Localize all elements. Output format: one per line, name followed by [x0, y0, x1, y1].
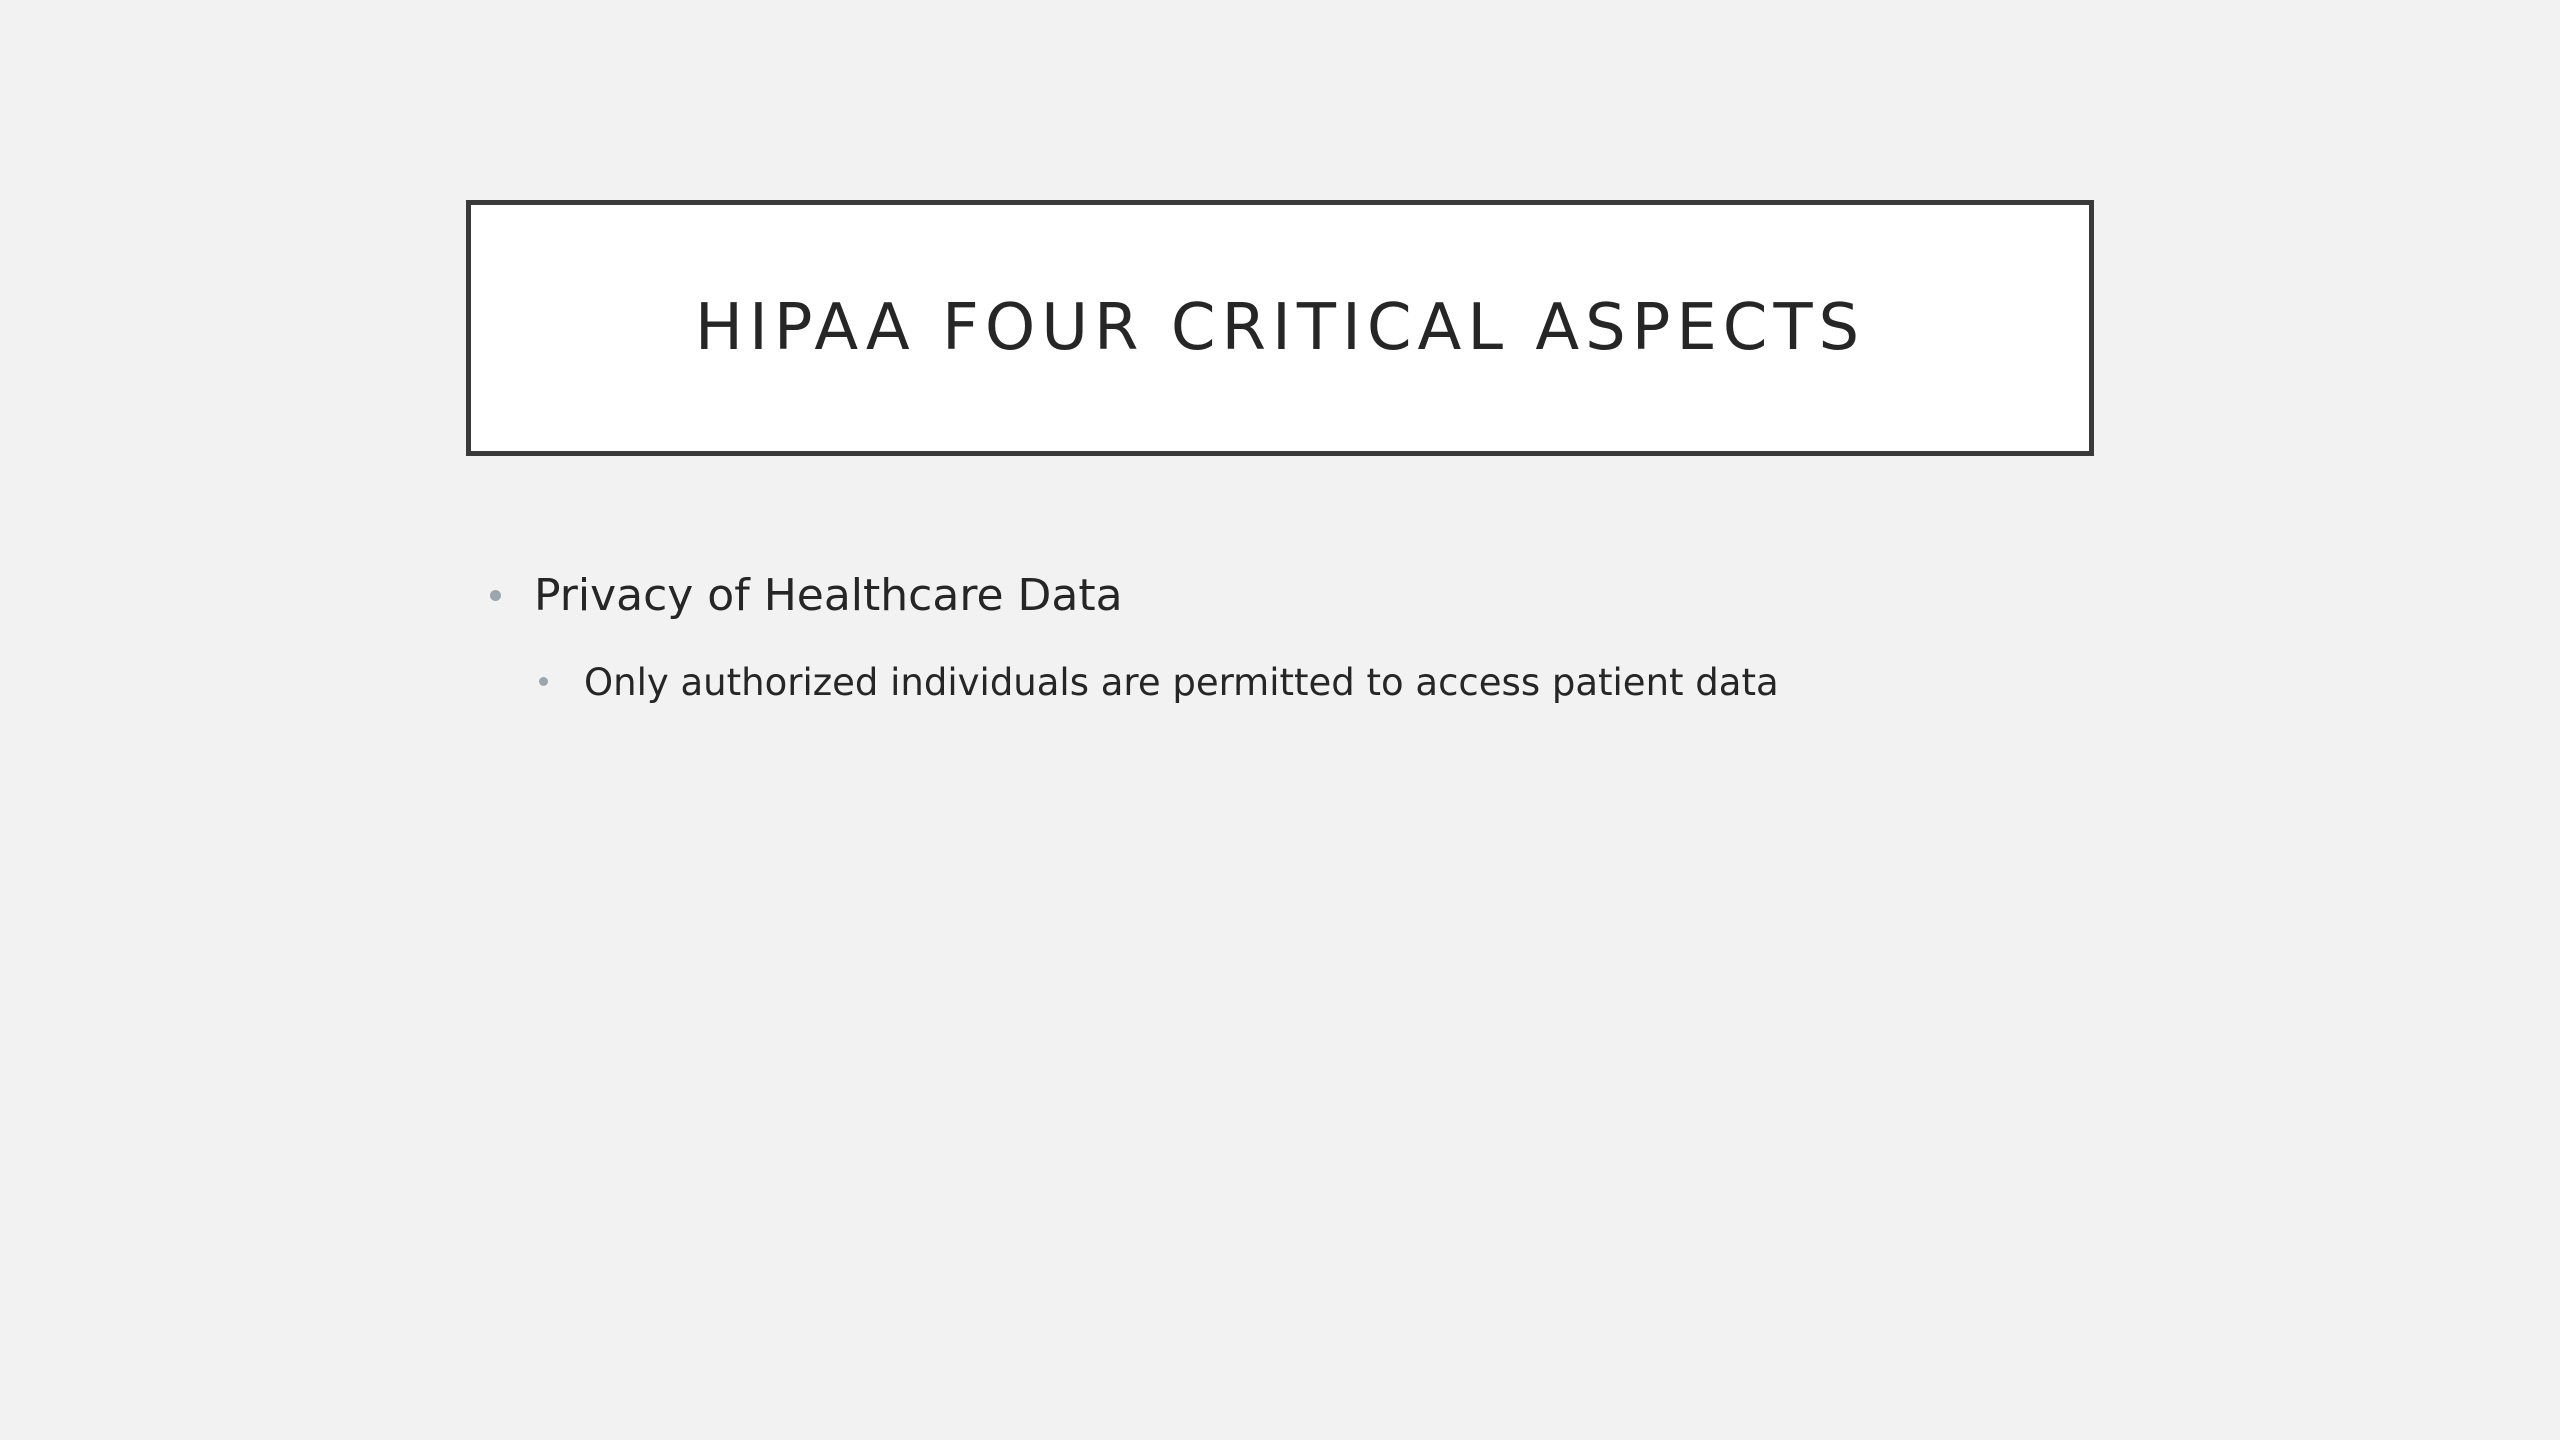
bullet-item-level-2	[466, 652, 2084, 712]
bullet-text: Privacy of Healthcare Data	[534, 569, 1123, 621]
bullet-dot-icon	[539, 677, 548, 686]
bullet-dot-icon	[490, 590, 501, 601]
bullet-item-level-1	[466, 560, 2084, 630]
sub-bullet-text: Only authorized individuals are permitted to access patient data	[584, 660, 1779, 704]
slide-content-placeholder[interactable]	[466, 560, 2084, 712]
slide-title: HIPAA FOUR CRITICAL ASPECTS	[694, 291, 1866, 365]
slide-title-box[interactable]	[466, 200, 2094, 456]
